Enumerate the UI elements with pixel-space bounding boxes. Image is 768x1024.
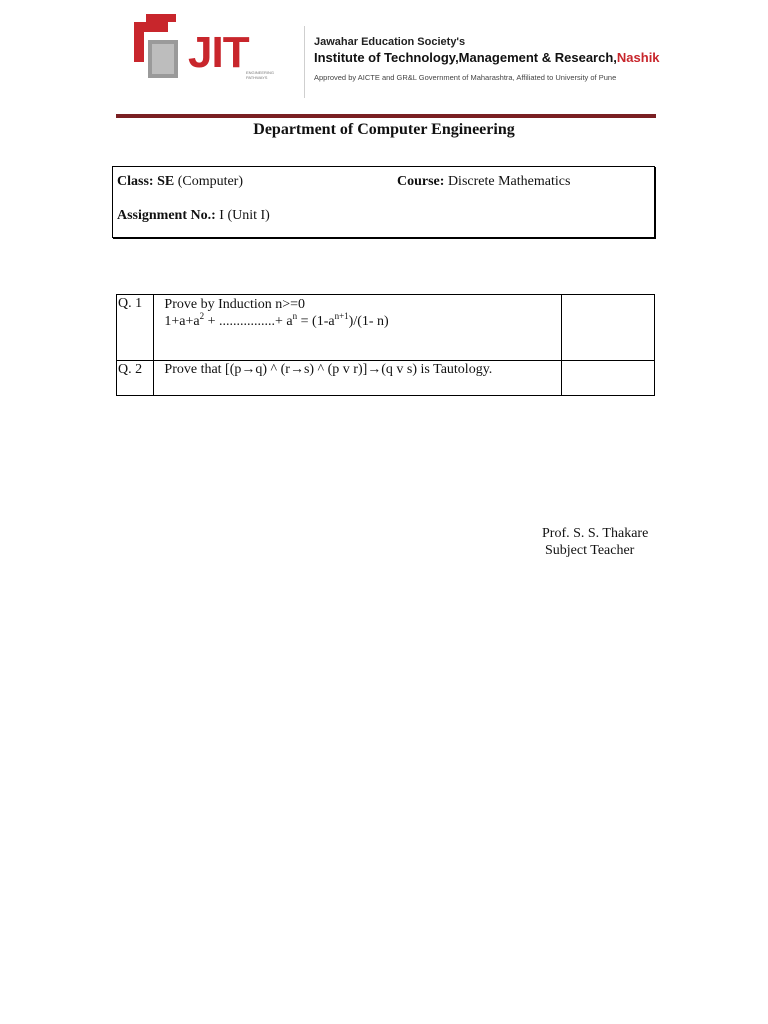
approval-line: Approved by AICTE and GR&L Government of Maharashtra, Affiliated to University of Pune (314, 73, 617, 82)
marks-cell (562, 295, 655, 361)
city-name: Nashik (616, 50, 660, 65)
teacher-title: Subject Teacher (545, 543, 635, 558)
header-separator (304, 26, 305, 98)
logo-tagline: ENGINEERING PATHWAYS (246, 70, 275, 80)
question-text: Prove that [(p→q) ^ (r→s) ^ (p v r)]→(q v s) is Tautology. (154, 361, 562, 396)
logo-mark (134, 14, 184, 78)
teacher-name: Prof. S. S. Thakare (542, 526, 649, 541)
institute-name: Institute of Technology,Management & Research,Nashik (314, 50, 660, 65)
society-name: Jawahar Education Society's (314, 36, 466, 48)
header-rule (116, 114, 656, 118)
question-text: Prove by Induction n>=0 $1+a+a^2$ + ................+ $a^n = (1-a^{n+1})/(1-$ n) (154, 295, 562, 361)
course-field: Course: Discrete Mathematics (397, 174, 571, 189)
table-row (117, 361, 655, 396)
table-row (117, 295, 655, 361)
department-title: Department of Computer Engineering (253, 121, 515, 138)
logo-text: JIT (188, 28, 249, 77)
question-number: Q. 1 (117, 295, 154, 361)
question-number: Q. 2 (117, 361, 154, 396)
marks-cell (562, 361, 655, 396)
question-table (116, 294, 655, 396)
class-field: Class: SE (Computer) (117, 174, 244, 189)
assignment-field: Assignment No.: I (Unit I) (117, 208, 270, 223)
